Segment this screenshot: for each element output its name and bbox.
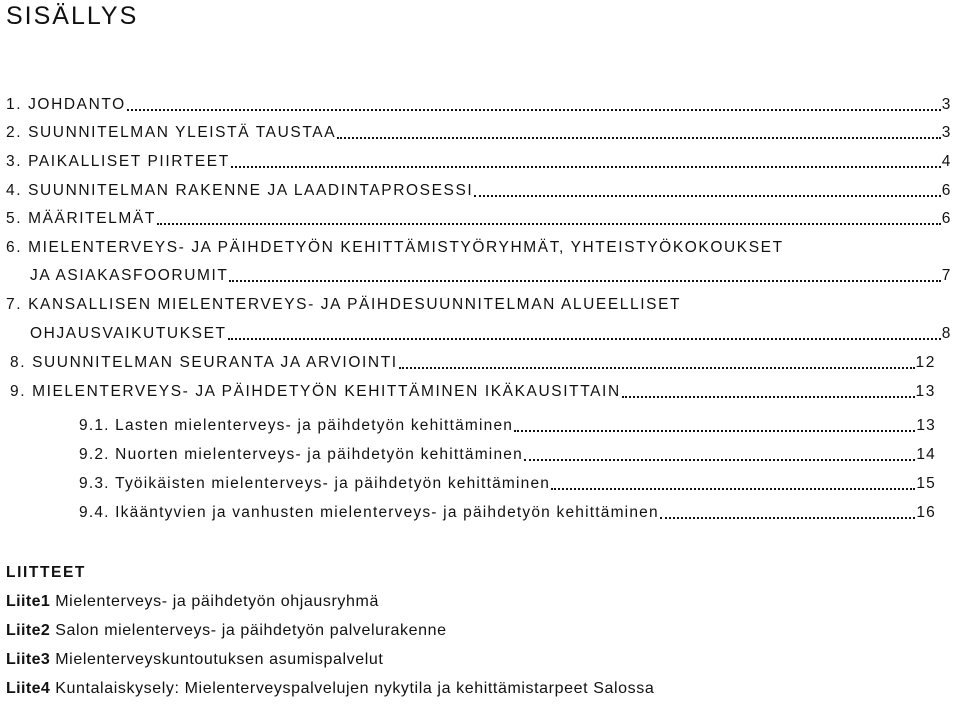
- toc-leader: [337, 137, 941, 139]
- toc-number: 9.: [10, 383, 27, 400]
- toc-number: 8.: [10, 354, 27, 371]
- toc-item-5: [6, 210, 952, 228]
- toc-page: 3: [941, 124, 952, 141]
- toc-label: MÄÄRITELMÄT: [28, 210, 156, 227]
- toc-leader: [514, 430, 915, 432]
- toc-leader: [660, 517, 916, 519]
- toc-item-7-line1: [6, 296, 681, 314]
- toc-page: 16: [916, 504, 936, 521]
- toc-number: 9.4.: [79, 504, 110, 521]
- toc-number: 3.: [6, 153, 23, 170]
- toc-number: 4.: [6, 182, 23, 199]
- toc-subitem-9-3: [79, 475, 936, 493]
- toc-item-6-line1: [6, 239, 784, 257]
- page-title: SISÄLLYS: [6, 2, 139, 30]
- appendix-key: Liite4: [6, 680, 51, 697]
- toc-label: JA ASIAKASFOORUMIT: [30, 267, 229, 284]
- toc-label: SUUNNITELMAN SEURANTA JA ARVIOINTI: [32, 354, 398, 371]
- toc-label: OHJAUSVAIKUTUKSET: [30, 325, 227, 342]
- toc-number: 7.: [6, 296, 23, 313]
- toc-number: 2.: [6, 124, 23, 141]
- toc-item-9: [10, 383, 936, 401]
- toc-leader: [228, 338, 941, 340]
- toc-page: 13: [916, 417, 936, 434]
- toc-item-2: [6, 124, 952, 142]
- appendices-heading: LIITTEET: [6, 564, 86, 581]
- appendix-item-3: [6, 651, 383, 669]
- toc-page: 15: [916, 475, 936, 492]
- toc-page: 13: [915, 383, 936, 400]
- toc-item-3: [6, 153, 952, 171]
- appendix-key: Liite1: [6, 593, 51, 610]
- toc-leader: [229, 280, 940, 282]
- appendix-item-2: [6, 622, 447, 640]
- toc-item-7: [30, 325, 952, 343]
- toc-number: 9.1.: [79, 417, 110, 434]
- appendix-text: Mielenterveyskuntoutuksen asumispalvelut: [55, 651, 384, 668]
- toc-label: Työikäisten mielenterveys- ja päihdetyön kehittäminen: [115, 475, 551, 492]
- toc-item-6: [30, 267, 952, 285]
- toc-subitem-9-1: [79, 417, 936, 435]
- toc-page: 6: [941, 210, 952, 227]
- toc-label: Lasten mielenterveys- ja päihdetyön kehittäminen: [115, 417, 514, 434]
- toc-page: 8: [941, 325, 952, 342]
- toc-page: 4: [941, 153, 952, 170]
- toc-leader: [127, 109, 941, 111]
- toc-leader: [157, 223, 941, 225]
- toc-number: 5.: [6, 210, 23, 227]
- toc-leader: [231, 166, 941, 168]
- toc-leader: [622, 396, 915, 398]
- toc-label: PAIKALLISET PIIRTEET: [28, 153, 230, 170]
- toc-leader: [474, 195, 940, 197]
- toc-page: 3: [941, 96, 952, 113]
- appendix-key: Liite3: [6, 651, 51, 668]
- toc-label-line1: MIELENTERVEYS- JA PÄIHDETYÖN KEHITTÄMISTYÖRYHMÄT, YHTEISTYÖKOKOUKSET: [28, 239, 784, 256]
- toc-number: 6.: [6, 239, 23, 256]
- appendix-item-1: [6, 593, 379, 611]
- toc-number: 1.: [6, 96, 23, 113]
- toc-leader: [551, 488, 915, 490]
- toc-item-4: [6, 182, 952, 200]
- toc-label-line1: KANSALLISEN MIELENTERVEYS- JA PÄIHDESUUNNITELMAN ALUEELLISET: [28, 296, 682, 313]
- toc-label: SUUNNITELMAN RAKENNE JA LAADINTAPROSESSI: [28, 182, 474, 199]
- toc-item-1: [6, 96, 952, 114]
- toc-leader: [524, 459, 915, 461]
- toc-label: SUUNNITELMAN YLEISTÄ TAUSTAA: [28, 124, 337, 141]
- toc-number: 9.3.: [79, 475, 110, 492]
- toc-item-8: [10, 354, 936, 372]
- toc-page: 12: [915, 354, 936, 371]
- toc-page: 7: [941, 267, 952, 284]
- toc-label: JOHDANTO: [28, 96, 126, 113]
- toc-page: 6: [941, 182, 952, 199]
- appendix-text: Salon mielenterveys- ja päihdetyön palvelurakenne: [55, 622, 447, 639]
- appendix-item-4: [6, 680, 654, 698]
- toc-number: 9.2.: [79, 446, 110, 463]
- toc-label: Ikääntyvien ja vanhusten mielenterveys- ja päihdetyön kehittäminen: [115, 504, 659, 521]
- appendix-text: Kuntalaiskysely: Mielenterveyspalvelujen nykytila ja kehittämistarpeet Salossa: [55, 680, 655, 697]
- toc-label: MIELENTERVEYS- JA PÄIHDETYÖN KEHITTÄMINEN IKÄKAUSITTAIN: [32, 383, 621, 400]
- toc-label: Nuorten mielenterveys- ja päihdetyön kehittäminen: [115, 446, 523, 463]
- appendix-text: Mielenterveys- ja päihdetyön ohjausryhmä: [55, 593, 379, 610]
- toc-subitem-9-4: [79, 504, 936, 522]
- toc-leader: [399, 367, 915, 369]
- toc-page: 14: [916, 446, 936, 463]
- toc-subitem-9-2: [79, 446, 936, 464]
- appendix-key: Liite2: [6, 622, 51, 639]
